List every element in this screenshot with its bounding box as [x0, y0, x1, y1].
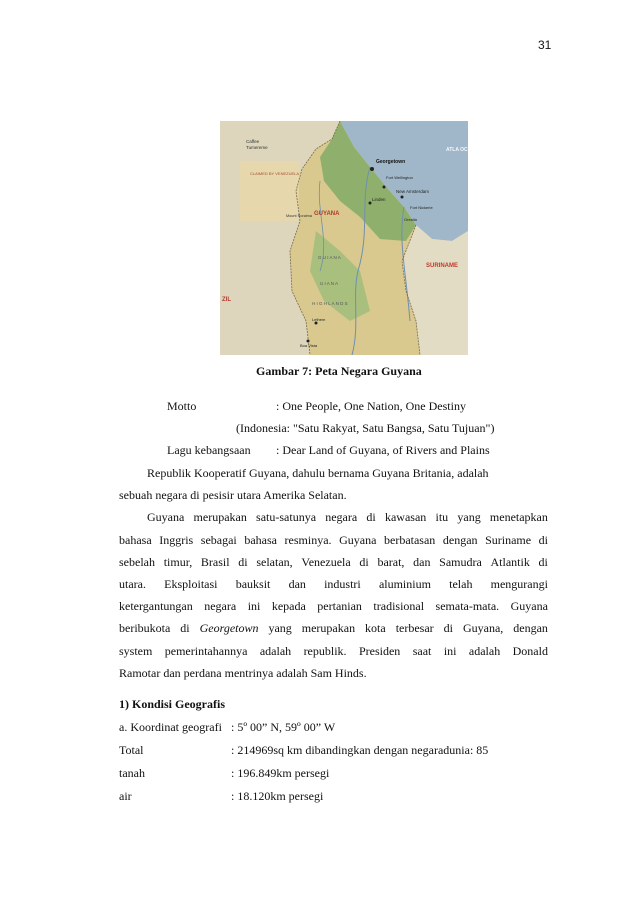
paragraph-2-line-8: Ramotar dan perdana mentrinya adalah Sam Hinds.: [119, 666, 367, 680]
section-heading: 1) Kondisi Geografis: [119, 697, 226, 711]
map-label-zil: ZIL: [222, 297, 231, 303]
geo-row-label-4: air: [119, 789, 132, 803]
geo-row-value-2: : 214969sq km dibandingkan dengan negaradunia: 85: [231, 743, 489, 757]
geo-row-value-3: : 196.849km persegi: [231, 766, 330, 780]
paragraph-1-line-2: sebuah negara di pesisir utara Amerika Selatan.: [119, 488, 347, 502]
paragraph-1-line-1: Republik Kooperatif Guyana, dahulu bernama Guyana Britania, adalah: [147, 466, 489, 480]
motto-label: Motto: [167, 399, 197, 413]
map-label-suriname: SURINAME: [426, 263, 459, 269]
map-label-fort-wellington: Fort Wellington: [386, 175, 413, 180]
map-label-lethem: Lethem: [312, 317, 326, 322]
geo-row-value-4: : 18.120km persegi: [231, 789, 324, 803]
map-label-claimed: CLAIMED BY VENEZUELA: [250, 171, 300, 176]
map-label-georgetown: Georgetown: [376, 159, 406, 165]
map-label-mount-roraima: Mount Roraima: [286, 214, 312, 218]
geo-row-label-3: tanah: [119, 766, 145, 780]
motto-value: : One People, One Nation, One Destiny: [276, 399, 466, 413]
map-label-guyana: GUYANA: [314, 211, 340, 217]
paragraph-2-line-4: utara. Eksploitasi bauksit dan industri aluminium telah mengurangi: [119, 577, 548, 591]
map-image: [220, 121, 468, 355]
geo-row-label-2: Total: [119, 743, 144, 757]
anthem-value: : Dear Land of Guyana, of Rivers and Plains: [276, 443, 490, 457]
map-label-orealla: Orealla: [404, 217, 417, 222]
map-label-linden: Linden: [372, 197, 386, 202]
motto-translation: (Indonesia: "Satu Rakyat, Satu Bangsa, Satu Tujuan"): [236, 421, 495, 435]
geo-row-value-1: : 5º 00” N, 59º 00” W: [231, 720, 336, 734]
paragraph-2-line-7: system pemerintahannya adalah republik. Presiden saat ini adalah Donald: [119, 644, 548, 658]
map-label-highlands: H I G H L A N D S: [312, 301, 348, 306]
map-label-guiana-2: U I A N A: [320, 281, 339, 286]
map-label-guiana-1: G U I A N A: [318, 255, 341, 260]
map-label-atlantic: ATLA OC: [446, 147, 468, 153]
georgetown-italic: Georgetown: [199, 621, 259, 635]
anthem-label: Lagu kebangsaan: [167, 443, 251, 457]
figure-caption: Gambar 7: Peta Negara Guyana: [256, 364, 422, 378]
paragraph-2-line-1: Guyana merupakan satu-satunya negara di kawasan itu yang menetapkan: [147, 510, 548, 524]
map-label-new-amsterdam: New Amsterdam: [396, 189, 430, 194]
georgetown-dot: [370, 167, 374, 171]
map-label-caffee: Caffee: [246, 139, 260, 144]
page-number: 31: [538, 38, 552, 52]
guyana-map: [220, 121, 468, 355]
map-label-tumereme: Tumereme: [246, 145, 268, 150]
map-label-fort-nickerie: Fort Nickerie: [410, 205, 433, 210]
map-label-boa-vista: Boa Vista: [300, 343, 318, 348]
paragraph-2-line-3: sebelah timur, Brasil di selatan, Venezuela di barat, dan Samudra Atlantik di: [119, 555, 548, 569]
paragraph-2-line-2: bahasa Inggris sebagai bahasa resminya. Guyana berbatasan dengan Suriname di: [119, 533, 548, 547]
paragraph-2-line-5: ketergantungan negara ini kepada pertanian tradisional semata-mata. Guyana: [119, 599, 548, 613]
geo-row-label-1: a. Koordinat geografi: [119, 720, 222, 734]
paragraph-2-line-6: beribukota di Georgetown yang merupakan kota terbesar di Guyana, dengan: [119, 621, 548, 635]
